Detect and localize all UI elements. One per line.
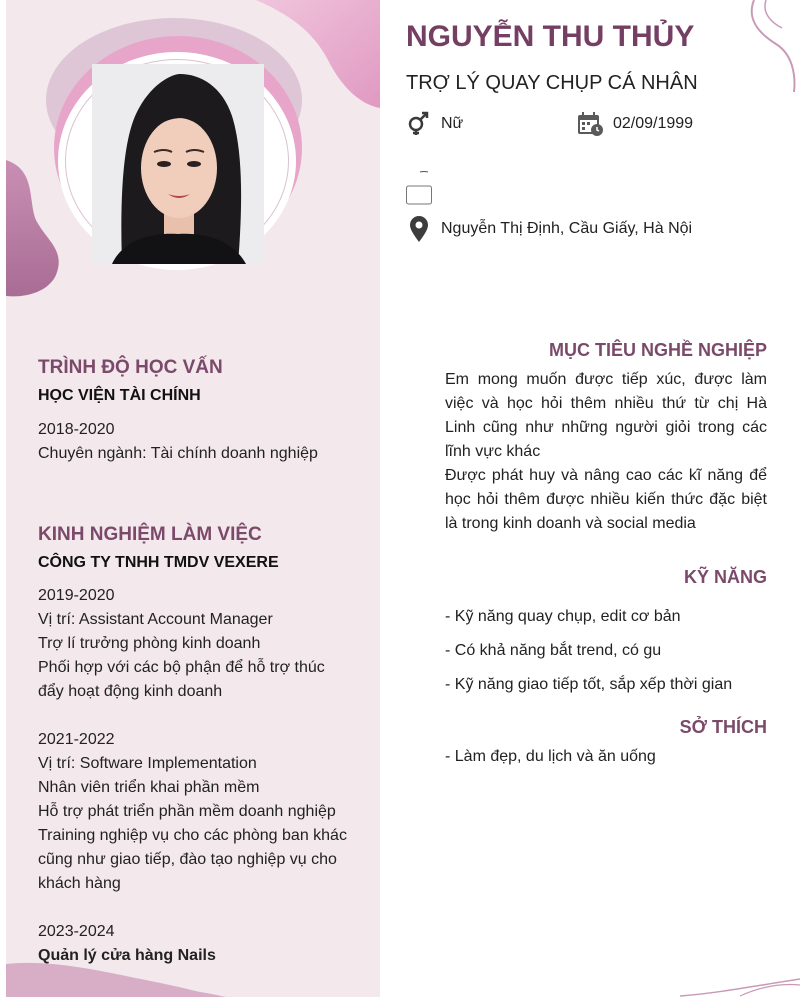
gender-icon [406,110,430,136]
job-2-line: cũng như giao tiếp, đào tạo nghiệp vụ cho [38,851,337,868]
decorative-curve-bottom [680,975,800,997]
hobby-item: - Làm đẹp, du lịch và ăn uống [445,748,656,765]
experience-title: KINH NGHIỆM LÀM VIỆC [38,524,262,545]
job-1-line: đẩy hoạt động kinh doanh [38,683,223,700]
calendar-icon [577,111,604,137]
job-title: TRỢ LÝ QUAY CHỤP CÁ NHÂN [406,72,698,94]
job-3-years: 2023-2024 [38,923,115,940]
company-name: CÔNG TY TNHH TMDV VEXERE [38,554,279,571]
gender-value: Nữ [441,115,464,132]
job-2-line: Training nghiệp vụ cho các phòng ban khác [38,827,347,844]
job-2-line: Nhân viên triển khai phần mềm [38,779,260,796]
job-1-line: Phối hợp với các bộ phận để hỗ trợ thúc [38,659,325,676]
profile-photo [92,64,264,264]
address-value: Nguyễn Thị Định, Cầu Giấy, Hà Nội [441,220,693,237]
decorative-curve [740,0,800,95]
contact-field-icon [406,170,432,206]
hobbies-title: SỞ THÍCH [679,717,767,737]
skill-item: - Có khả năng bắt trend, có gu [445,642,662,659]
job-2-line: Vị trí: Software Implementation [38,755,257,772]
skills-title: KỸ NĂNG [683,567,767,587]
objective-title: MỤC TIÊU NGHỀ NGHIỆP [548,340,767,360]
job-1-line: Trợ lí trưởng phòng kinh doanh [38,635,261,652]
dob-value: 02/09/1999 [613,115,694,132]
job-3-role: Quản lý cửa hàng Nails [38,947,216,964]
bottom-blob [6,962,380,997]
objective-paragraph: Được phát huy và nâng cao các kĩ năng để học hỏi thêm được nhiều kiến thức đặc biệt là trong kinh doanh và social media [445,467,767,532]
objective-text [445,368,767,536]
job-2-years: 2021-2022 [38,731,115,748]
job-2-line: Hỗ trợ phát triển phần mềm doanh nghiệp [38,803,336,820]
skill-item: - Kỹ năng giao tiếp tốt, sắp xếp thời gian [445,676,733,693]
full-name: NGUYỄN THU THỦY [406,20,695,53]
job-2-line: khách hàng [38,875,121,892]
objective-paragraph: Em mong muốn được tiếp xúc, được làm việc và học hỏi thêm nhiều thứ từ chị Hà Linh cũng như những người giỏi trong các lĩnh vực khác [445,371,767,460]
education-years: 2018-2020 [38,421,115,438]
skill-item: - Kỹ năng quay chụp, edit cơ bản [445,608,681,625]
location-pin-icon [409,216,429,243]
job-1-years: 2019-2020 [38,587,115,604]
job-1-line: Vị trí: Assistant Account Manager [38,611,273,628]
education-title: TRÌNH ĐỘ HỌC VẤN [38,357,223,378]
education-major: Chuyên ngành: Tài chính doanh nghiệp [38,445,318,462]
school-name: HỌC VIỆN TÀI CHÍNH [38,387,201,404]
